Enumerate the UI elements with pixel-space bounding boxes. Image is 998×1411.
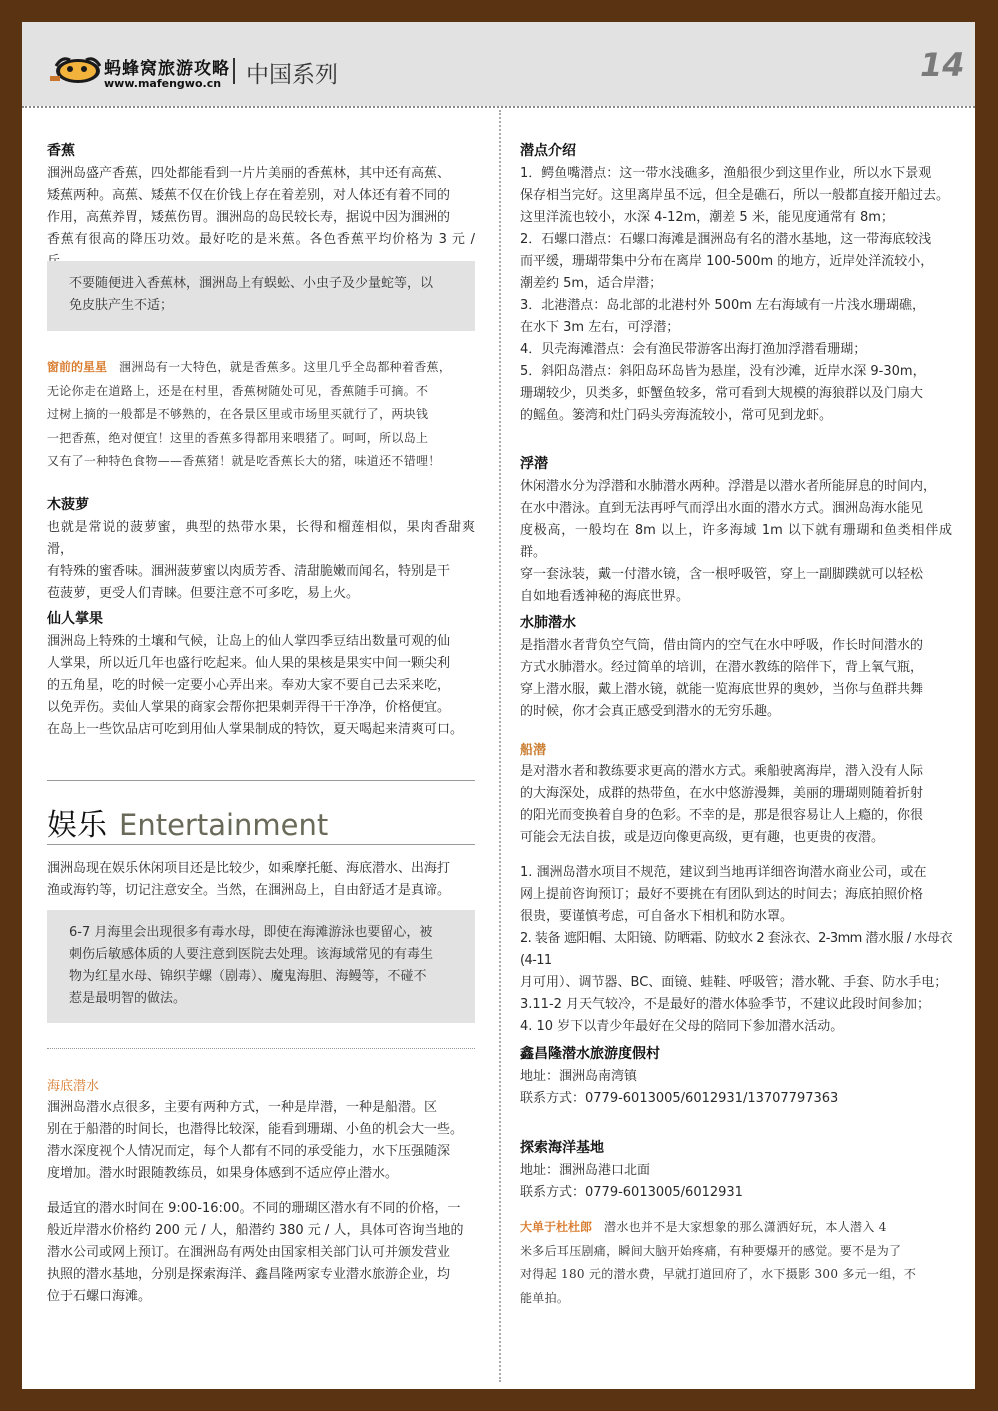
cactus-text	[47, 631, 475, 741]
section-rule-bottom	[47, 844, 475, 845]
entertainment-title	[47, 800, 475, 844]
explore-heading: 探索海洋基地	[520, 1140, 604, 1156]
text-line: 涠洲岛现在娱乐休闲项目还是比较少，如乘摩托艇、海底潜水、出海打	[47, 861, 451, 876]
text-line: 很贵，要谨慎考虑，可自备水下相机和防水罩。	[520, 909, 794, 924]
xinchanglong-info	[520, 1066, 952, 1110]
column-divider	[499, 110, 501, 1382]
text-line: 4．贝壳海滩潜点：会有渔民带游客出海打渔加浮潜看珊瑚；	[520, 342, 867, 357]
pineapple-heading: 木菠萝	[47, 497, 89, 513]
text-line: 3．北港潜点：岛北部的北港村外 500m 左右海域有一片浅水珊瑚礁，	[520, 298, 926, 313]
header-separator	[233, 58, 235, 84]
text-line: 穿一套泳装，戴一付潜水镜，含一根呼吸管，穿上一副脚蹼就可以轻松	[520, 567, 924, 582]
diving-text-2	[47, 1198, 475, 1308]
text-line: 位于石螺口海滩。	[47, 1289, 152, 1304]
dotted-rule	[47, 1048, 475, 1049]
boat-dive-heading: 船潜	[520, 743, 547, 758]
note-line: 刺伤后敏感体质的人要注意到医院去处理。该海域常见的有毒生	[69, 947, 434, 962]
address: 地址：涠洲岛南湾镇	[520, 1069, 638, 1084]
address: 地址：涠洲岛港口北面	[520, 1163, 651, 1178]
text-line: 潜水深度视个人情况而定，每个人都有不同的承受能力，水下压强随深	[47, 1144, 451, 1159]
tip-line: 又有了一种特色食物——香蕉猪！就是吃香蕉长大的猪，味道还不错哩！	[47, 454, 441, 468]
tip-author: 窗前的星星	[47, 360, 108, 374]
brand-url: www.mafengwo.cn	[104, 77, 222, 90]
diving-heading: 海底潜水	[47, 1079, 100, 1094]
scuba-heading: 水肺潜水	[520, 615, 576, 631]
text-line: 度极高，一般均在 8m 以上，许多海域 1m 以下就有珊瑚和鱼类相伴成群。	[520, 523, 952, 560]
explore-info	[520, 1160, 952, 1204]
traveler-tip-banana	[47, 356, 475, 474]
text-line: 珊瑚较少，贝类多，虾蟹鱼较多，常可看到大规模的海狼群以及门扇大	[520, 386, 924, 401]
text-line: 涠洲岛潜水点很多，主要有两种方式，一种是岸潜，一种是船潜。区	[47, 1100, 438, 1115]
diving-tips-list	[520, 862, 952, 1038]
traveler-tip-diving	[520, 1216, 952, 1310]
text-line: 人掌果，所以近几年也盛行吃起来。仙人果的果核是果实中间一颗尖利	[47, 656, 451, 671]
text-line: 这里洋流也较小，水深 4-12m，潮差 5 米，能见度通常有 8m；	[520, 210, 894, 225]
scuba-text	[520, 635, 952, 723]
xinchanglong-heading: 鑫昌隆潜水旅游度假村	[520, 1046, 660, 1062]
text-line: 度增加。潜水时跟随教练员，如果身体感到不适应停止潜水。	[47, 1166, 399, 1181]
tip-line: 米多后耳压剧痛，瞬间大脑开始疼痛，有种要爆开的感觉。要不是为了	[520, 1243, 902, 1258]
tip-first-line: 潜水也并不是大家想象的那么潇洒好玩，本人潜入 4	[604, 1220, 887, 1234]
text-line: 在水中潜泳。直到无法再呼气而浮出水面的潜水方式。涠洲岛海水能见	[520, 501, 924, 516]
text-line: 2. 装备 遮阳帽、太阳镜、防晒霜、防蚊水 2 套泳衣、2-3mm 潜水服 / 水母衣 (4-11	[520, 931, 952, 968]
text-line: 而平缓，珊瑚带集中分布在离岸 100-500m 的地方，近岸处洋流较小，	[520, 254, 934, 269]
text-line: 1. 涠洲岛潜水项目不规范，建议到当地再详细咨询潜水商业公司，或在	[520, 865, 927, 880]
contact: 联系方式：0779-6013005/6012931/13707797363	[520, 1091, 839, 1106]
text-line: 月可用）、调节器、BC、面镜、蛙鞋、呼吸管；潜水靴、手套、防水手电；	[520, 975, 948, 990]
note-line: 免皮肤产生不适；	[69, 298, 174, 313]
text-line: 穿上潜水服，戴上潜水镜，就能一览海底世界的奥妙，当你与鱼群共舞	[520, 682, 924, 697]
tip-line: 过树上摘的一般都是不够熟的，在各景区里或市场里买就行了，两块钱	[47, 407, 429, 421]
text-line: 是指潜水者背负空气筒，借由筒内的空气在水中呼吸，作长时间潜水的	[520, 638, 924, 653]
entertainment-title-cn: 娱乐	[47, 808, 107, 843]
text-line: 1．鳄鱼嘴潜点：这一带水浅礁多，渔船很少到这里作业，所以水下景观	[520, 166, 932, 181]
page	[22, 22, 975, 1389]
text-line: 也就是常说的菠萝蜜，典型的热带水果，长得和榴莲相似，果肉香甜爽滑，	[47, 520, 475, 557]
text-line: 潮差约 5m，适合岸潜；	[520, 276, 663, 291]
header-rule	[22, 106, 975, 108]
page-header	[22, 22, 975, 106]
banana-text	[47, 163, 475, 273]
text-line: 的五角星，吃的时候一定要小心弄出来。奉劝大家不要自己去采来吃，	[47, 678, 451, 693]
text-line: 在水下 3m 左右，可浮潜；	[520, 320, 680, 335]
banana-note	[47, 261, 475, 331]
series-title: 中国系列	[246, 62, 338, 88]
tip-author: 大单于杜杜郎	[520, 1220, 593, 1234]
text-line: 5．斜阳岛潜点：斜阳岛环岛皆为悬崖，没有沙滩，近岸水深 9-30m，	[520, 364, 926, 379]
tip-line: 一把香蕉，绝对便宜！这里的香蕉多得都用来喂猪了。呵呵，所以岛上	[47, 430, 429, 445]
text-line: 作用，高蕉养胃，矮蕉伤胃。涠洲岛的岛民较长寿，据说中因为涠洲的	[47, 210, 451, 225]
entertainment-title-en: Entertainment	[119, 808, 329, 842]
text-line: 网上提前咨询预订；最好不要挑在有团队到达的时间去；海底拍照价格	[520, 887, 924, 902]
text-line: 的鳐鱼。篓湾和灶门码头旁海流较小，常可见到龙虾。	[520, 408, 833, 423]
text-line: 可能会无法自拔，或是迈向像更高级，更有趣，也更贵的夜潜。	[520, 830, 885, 845]
text-line: 是对潜水者和教练要求更高的潜水方式。乘船驶离海岸，潜入没有人际	[520, 764, 924, 779]
dive-spots-heading: 潜点介绍	[520, 143, 576, 159]
text-line: 休闲潜水分为浮潜和水肺潜水两种。浮潜是以潜水者所能屏息的时间内，	[520, 479, 937, 494]
note-line: 物为红星水母、锦织芋螺（剧毒）、魔鬼海胆、海鳗等，不碰不	[69, 969, 427, 984]
dive-spots-text	[520, 163, 952, 427]
text-line: 执照的潜水基地，分别是探索海洋、鑫昌隆两家专业潜水旅游企业，均	[47, 1267, 451, 1282]
text-line: 方式水肺潜水。经过简单的培训，在潜水教练的陪伴下，背上氧气瓶，	[520, 660, 924, 675]
tip-first-line: 涠洲岛有一大特色，就是香蕉多。这里几乎全岛都种着香蕉，	[119, 360, 452, 374]
section-rule-top	[47, 780, 475, 781]
text-line: 涠洲岛盛产香蕉，四处都能看到一片片美丽的香蕉林，其中还有高蕉、	[47, 166, 451, 181]
text-line: 保存相当完好。这里离岸虽不远，但全是礁石，所以一般都直接开船过去。	[520, 188, 950, 203]
text-line: 般近岸潜水价格约 200 元 / 人，船潜约 380 元 / 人，具体可咨询当地的	[47, 1223, 464, 1238]
pineapple-text	[47, 517, 475, 605]
text-line: 4. 10 岁下以青少年最好在父母的陪同下参加潜水活动。	[520, 1019, 844, 1034]
text-line: 2．石螺口潜点：石螺口海滩是涠洲岛有名的潜水基地，这一带海底较浅	[520, 232, 932, 247]
text-line: 矮蕉两种。高蕉、矮蕉不仅在价钱上存在着差别，对人体还有着不同的	[47, 188, 451, 203]
tip-line: 无论你走在道路上，还是在村里，香蕉树随处可见，香蕉随手可摘。不	[47, 383, 429, 398]
page-number: 14	[920, 46, 965, 84]
text-line: 涠洲岛上特殊的土壤和气候，让岛上的仙人掌四季豆结出数量可观的仙	[47, 634, 451, 649]
tip-line: 对得起 180 元的潜水费，早就打道回府了，水下摄影 300 多元一组，不	[520, 1267, 917, 1281]
text-line: 3.11-2 月天气较冷，不是最好的潜水体验季节，不建议此段时间参加；	[520, 997, 931, 1012]
text-line: 苞菠萝，更受人们青睐。但要注意不可多吃，易上火。	[47, 586, 360, 601]
text-line: 在岛上一些饮品店可吃到用仙人掌果制成的特饮，夏天喝起来清爽可口。	[47, 722, 464, 737]
text-line: 最适宜的潜水时间在 9:00-16:00。不同的珊瑚区潜水有不同的价格，一	[47, 1201, 461, 1216]
snorkel-text	[520, 476, 952, 608]
text-line: 的时候，你才会真正感受到潜水的无穷乐趣。	[520, 704, 781, 719]
text-line: 有特殊的蜜香味。涠洲菠萝蜜以肉质芳香、清甜脆嫩而闻名，特别是干	[47, 564, 451, 579]
text-line: 别在于船潜的时间长，也潜得比较深，能看到珊瑚、小鱼的机会大一些。	[47, 1122, 464, 1137]
text-line: 以免弄伤。卖仙人掌果的商家会帮你把果刺弄得干干净净，价格便宜。	[47, 700, 451, 715]
note-line: 6-7 月海里会出现很多有毒水母，即使在海滩游泳也要留心，被	[69, 925, 433, 940]
mafengwo-logo-icon	[48, 50, 102, 86]
tip-line: 能单拍。	[520, 1290, 570, 1305]
contact: 联系方式：0779-6013005/6012931	[520, 1185, 743, 1200]
text-line: 渔或海钓等，切记注意安全。当然，在涠洲岛上，自由舒适才是真谛。	[47, 883, 451, 898]
snorkel-heading: 浮潜	[520, 456, 548, 472]
brand-name: 蚂蜂窝旅游攻略	[104, 59, 230, 79]
entertainment-text	[47, 858, 475, 902]
text-line: 的大海深处，成群的热带鱼，在水中悠游漫舞，美丽的珊瑚则随着折射	[520, 786, 924, 801]
note-line: 惹是最明智的做法。	[69, 991, 187, 1006]
note-line: 不要随便进入香蕉林，涠洲岛上有蜈蚣、小虫子及少量蛇等，以	[69, 276, 434, 291]
boat-dive-text	[520, 761, 952, 849]
text-line: 自如地看透神秘的海底世界。	[520, 589, 690, 604]
text-line: 的阳光而变换着自身的色彩。不幸的是，那是很容易让人上瘾的，你很	[520, 808, 924, 823]
jellyfish-note	[47, 910, 475, 1023]
cactus-heading: 仙人掌果	[47, 611, 103, 627]
diving-text-1	[47, 1097, 475, 1185]
banana-heading: 香蕉	[47, 143, 75, 159]
text-line: 香蕉有很高的降压功效。最好吃的是米蕉。各色香蕉平均价格为 3 元 /	[47, 232, 475, 247]
text-line: 潜水公司或网上预订。在涠洲岛有两处由国家相关部门认可并颁发营业	[47, 1245, 451, 1260]
